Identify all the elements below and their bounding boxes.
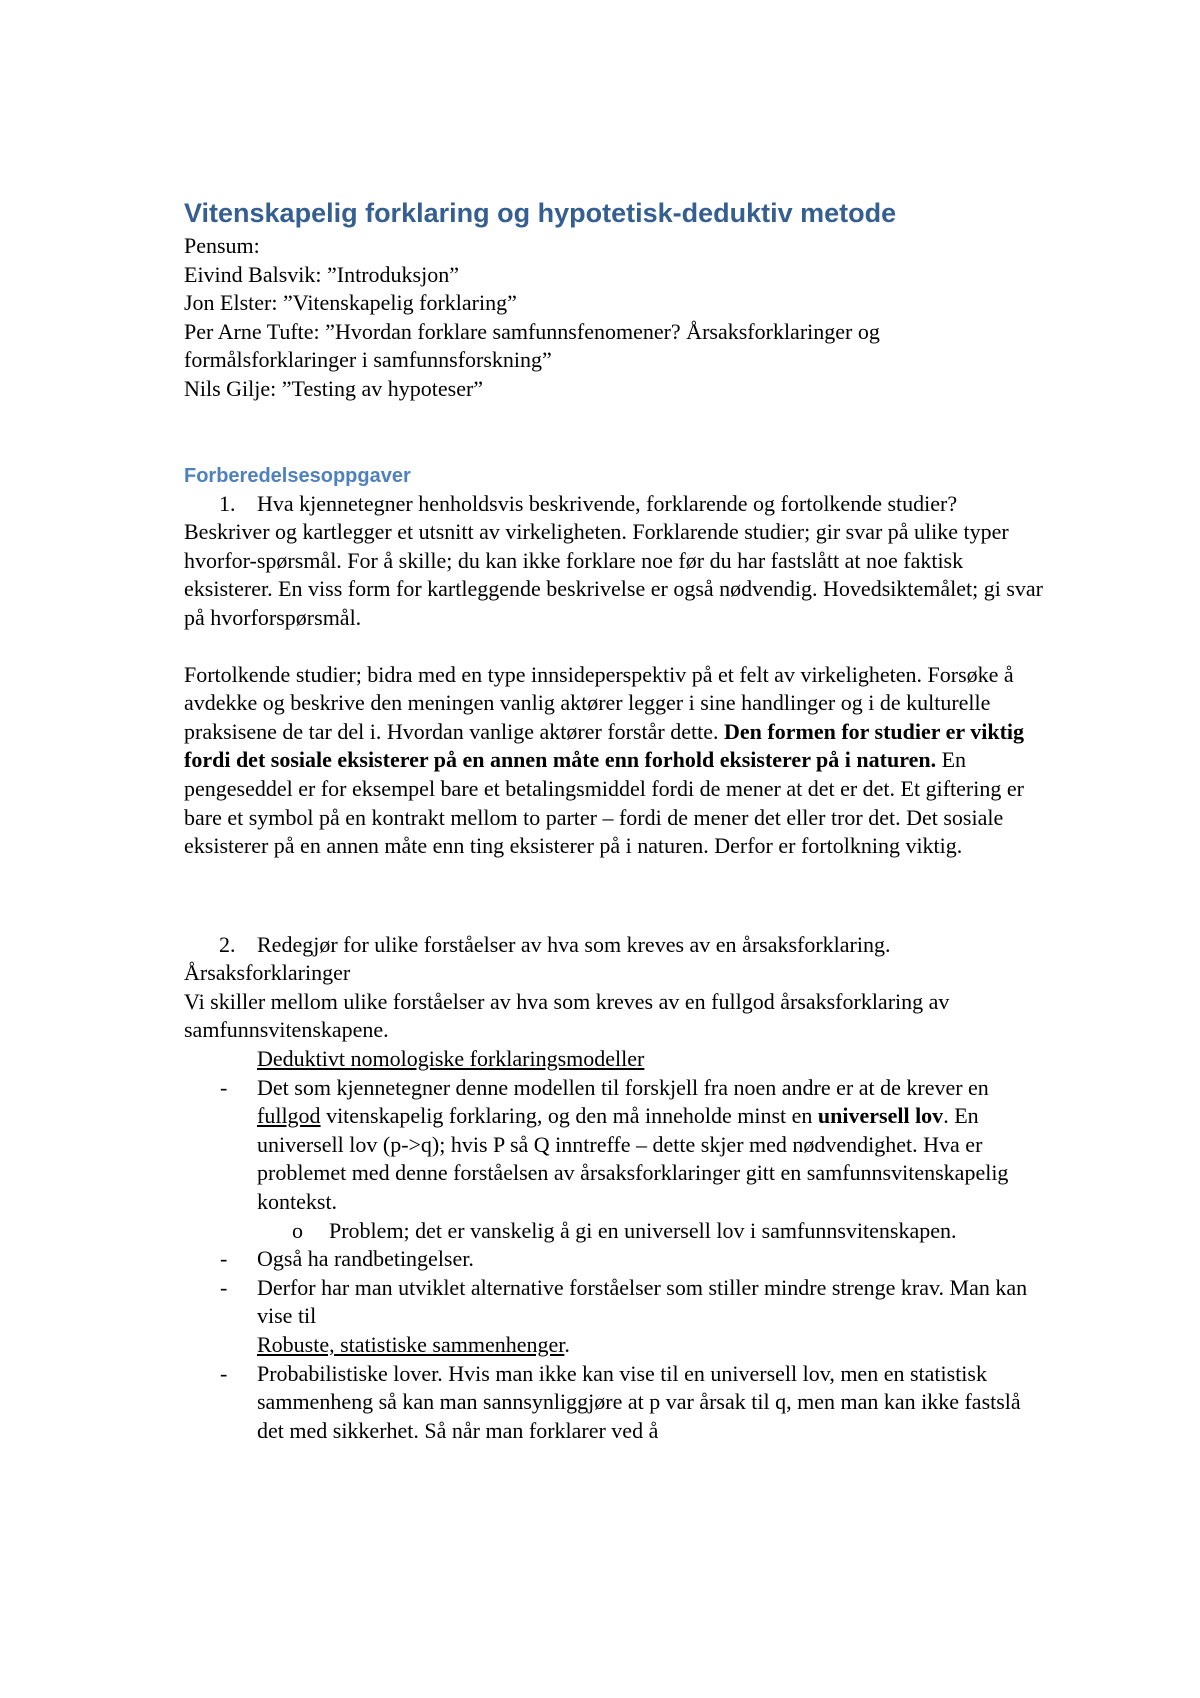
sub-bullet-text: Problem; det er vanskelig å gi en universell lov i samfunnsvitenskapen. <box>329 1217 957 1243</box>
bullet-text: Også ha randbetingelser. <box>257 1246 474 1272</box>
question-number: 2. <box>219 931 236 957</box>
pensum-item: Nils Gilje: ”Testing av hypoteser” <box>184 375 484 401</box>
bullet-item <box>184 1245 1044 1274</box>
underlined-heading: Deduktivt nomologiske forklaringsmodeller <box>257 1046 645 1072</box>
subheading: Årsaksforklaringer <box>184 960 351 986</box>
bullet-text: . <box>564 1332 570 1357</box>
section-heading: Forberedelsesoppgaver <box>184 464 411 487</box>
question-1 <box>184 490 1044 519</box>
dash-marker: - <box>220 1074 228 1100</box>
sub-bullet-item <box>184 1217 1044 1246</box>
bold-text: universell lov <box>817 1103 944 1129</box>
question-number: 1. <box>219 490 236 516</box>
bullet-text: . En universell lov (p->q); hvis P så Q inntreffe – dette skjer med nødvendighet. Hva er problemet med denne forståelsen av årsaksforklaringer gitt en samfunnsvitenskapelig kontekst. <box>257 1103 1009 1215</box>
pensum-item: Per Arne Tufte: ”Hvordan forklare samfunnsfenomener? Årsaksforklaringer og formålsforklaringer i samfunnsforskning” <box>184 318 880 373</box>
bullet-text: Probabilistiske lover. Hvis man ikke kan vise til en universell lov, men en statistisk sammenheng så kan man sannsynliggjøre at p var årsak til q, men man kan ikke fastslå det med sikkerhet. Så når man forklarer ved å <box>257 1360 1021 1443</box>
underlined-text: Robuste, statistiske sammenhenger <box>257 1332 565 1357</box>
bullet-text: Det som kjennetegner denne modellen til forskjell fra noen andre er at de krever en <box>257 1074 989 1100</box>
underlined-text: fullgod <box>257 1103 321 1129</box>
circle-marker: o <box>292 1217 303 1243</box>
paragraph-interpretive <box>184 661 1044 861</box>
question-text: Hva kjennetegner henholdsvis beskrivende, forklarende og fortolkende studier? <box>257 490 958 516</box>
bullet-item <box>184 1274 1044 1360</box>
dash-marker: - <box>220 1246 228 1272</box>
pensum-item: Jon Elster: ”Vitenskapelig forklaring” <box>184 290 517 316</box>
pensum-label: Pensum: <box>184 233 260 258</box>
document-title: Vitenskapelig forklaring og hypotetisk-deduktiv metode <box>184 198 897 228</box>
dash-marker: - <box>220 1360 228 1386</box>
document-body <box>184 196 1044 1445</box>
bullet-item <box>184 1074 1044 1217</box>
bullet-text: vitenskapelig forklaring, og den må inneholde minst en <box>320 1103 818 1129</box>
dash-marker: - <box>220 1274 228 1300</box>
paragraph-text: En pengeseddel er for eksempel bare et betalingsmiddel fordi de mener at det er det. Et giftering er bare et symbol på en kontrakt mellom to parter – fordi de mener det eller tror det. Det sosiale eksisterer på en annen måte enn ting eksisterer på i naturen. Derfor er fortolkning viktig. <box>184 747 1024 859</box>
paragraph-causal-intro: Vi skiller mellom ulike forståelser av hva som kreves av en fullgod årsaksforklaring av samfunnsvitenskapene. <box>184 988 950 1043</box>
paragraph-text: Fortolkende studier; bidra med en type innsideperspektiv på et felt av virkeligheten. Forsøke å avdekke og beskrive den meningen vanlig aktører legger i sine handlinger og i de kulturelle praksisene de tar del i. Hvordan vanlige aktører forstår dette. <box>184 661 1014 744</box>
bullet-item <box>184 1360 1044 1446</box>
paragraph-descriptive-explanatory: Beskriver og kartlegger et utsnitt av virkeligheten. Forklarende studier; gir svar på ulike typer hvorfor-spørsmål. For å skille; du kan ikke forklare noe før du har fastslått at noe faktisk eksisterer. En viss form for kartleggende beskrivelse er også nødvendig. Hovedsiktemålet; gi svar på hvorforspørsmål. <box>184 519 1043 630</box>
bold-text: Den formen for studier er viktig fordi det sosiale eksisterer på en annen måte enn forhold eksisterer på i naturen. <box>184 718 1025 773</box>
question-text: Redegjør for ulike forståelser av hva som kreves av en årsaksforklaring. <box>257 931 891 957</box>
bullet-text: Derfor har man utviklet alternative forståelser som stiller mindre strenge krav. Man kan vise til <box>257 1274 1028 1329</box>
question-2 <box>184 931 1044 960</box>
pensum-item: Eivind Balsvik: ”Introduksjon” <box>184 261 459 287</box>
